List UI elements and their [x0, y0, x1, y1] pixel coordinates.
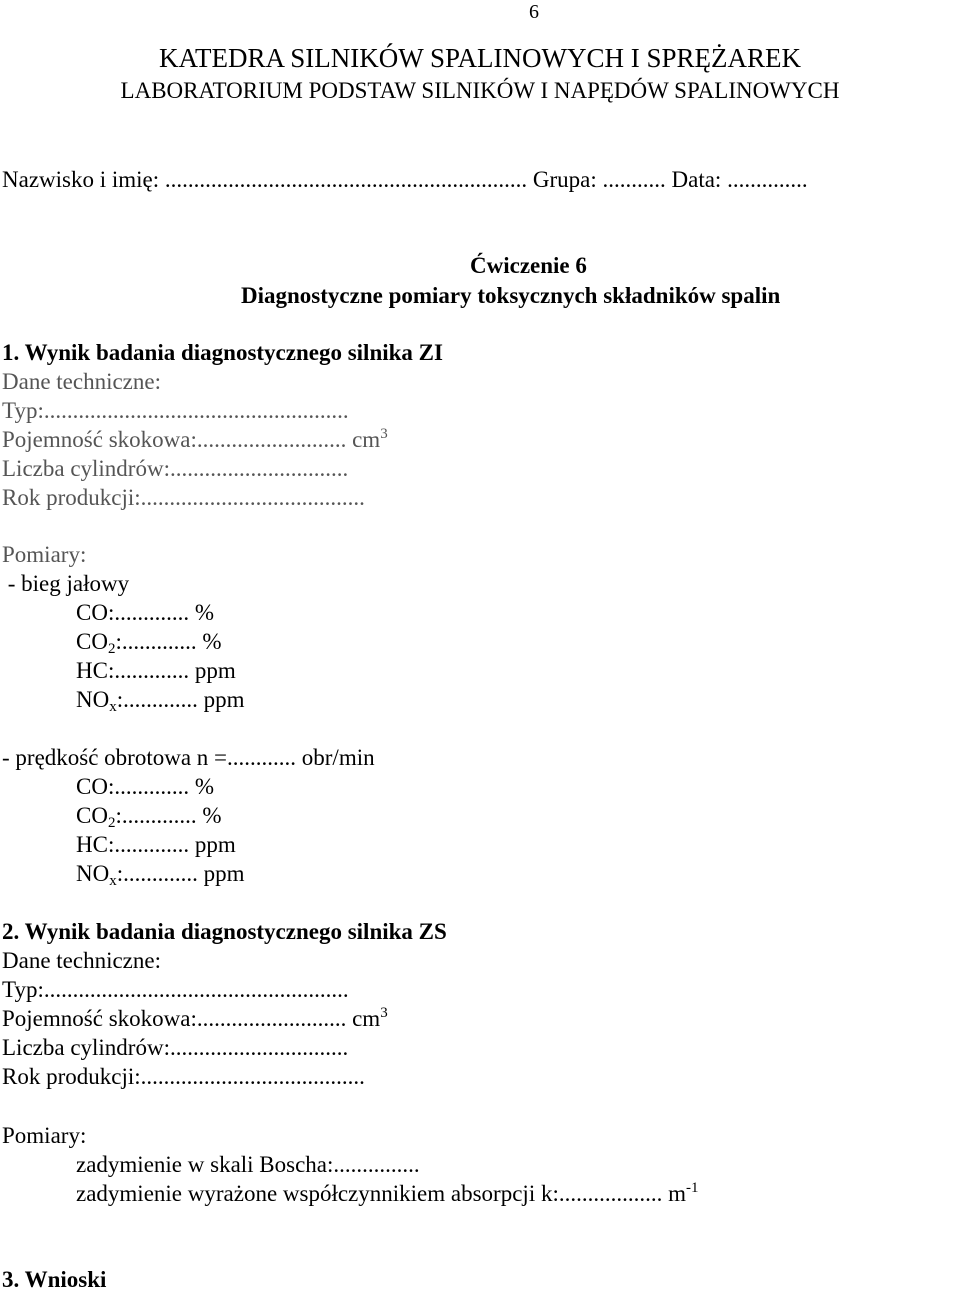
exercise-title: Diagnostyczne pomiary toksycznych składników spalin — [241, 283, 781, 308]
group-label: Grupa: — [532, 167, 597, 192]
section2-rok: Rok produkcji:....................................... — [2, 1064, 365, 1089]
section1-pomiary-label: Pomiary: — [2, 542, 87, 567]
section2-tech-label: Dane techniczne: — [2, 948, 161, 973]
date-label: Data: — [671, 167, 722, 192]
section2-heading: 2. Wynik badania diagnostycznego silnika ZS — [2, 919, 447, 944]
idle-co: CO:............. % — [76, 600, 214, 625]
section3-heading: 3. Wnioski — [2, 1267, 107, 1292]
section1-pojemnosc: Pojemność skokowa:.......................... $cm^3$ — [2, 426, 388, 452]
name-label: Nazwisko i imię: — [2, 167, 160, 192]
section1-tech-label: Dane techniczne: — [2, 369, 161, 394]
idle-hc: HC:............. ppm — [76, 658, 236, 683]
idle-label: - bieg jałowy — [2, 571, 130, 596]
idle-nox: $NO_x$:............. ppm — [76, 687, 245, 715]
student-info-line — [2, 168, 808, 191]
section1-rok: Rok produkcji:....................................... — [2, 485, 365, 510]
bosch-smoke: zadymienie w skali Boscha:............... — [76, 1152, 420, 1177]
speed-label: - prędkość obrotowa n =............ obr/min — [2, 745, 375, 770]
speed-nox: $NO_x$:............. ppm — [76, 861, 245, 889]
section1-cylindry: Liczba cylindrów:............................... — [2, 456, 349, 481]
lab-title: LABORATORIUM PODSTAW SILNIKÓW I NAPĘDÓW SPALINOWYCH — [120, 78, 840, 103]
exercise-number: Ćwiczenie 6 — [470, 253, 587, 278]
speed-hc: HC:............. ppm — [76, 832, 236, 857]
section2-pojemnosc: Pojemność skokowa:.......................... $cm^3$ — [2, 1005, 388, 1031]
section1-heading: 1. Wynik badania diagnostycznego silnika ZI — [2, 340, 443, 365]
name-field: ............................................................... — [164, 167, 528, 192]
department-title: KATEDRA SILNIKÓW SPALINOWYCH I SPRĘŻAREK — [158, 43, 802, 73]
section2-typ: Typ:..................................................... — [2, 977, 349, 1002]
date-field: .............. — [727, 167, 808, 192]
page-number: 6 — [529, 1, 539, 23]
section1-typ: Typ:..................................................... — [2, 398, 349, 423]
section2-cylindry: Liczba cylindrów:............................... — [2, 1035, 349, 1060]
speed-co2: $CO_2$:............. % — [76, 803, 222, 831]
idle-co2: $CO_2$:............. % — [76, 629, 222, 657]
speed-co: CO:............. % — [76, 774, 214, 799]
group-field: ........... — [602, 167, 666, 192]
absorption-smoke: zadymienie wyrażone współczynnikiem absorpcji k:.................. $m^{-1}$ — [76, 1180, 699, 1206]
section2-pomiary-label: Pomiary: — [2, 1123, 87, 1148]
